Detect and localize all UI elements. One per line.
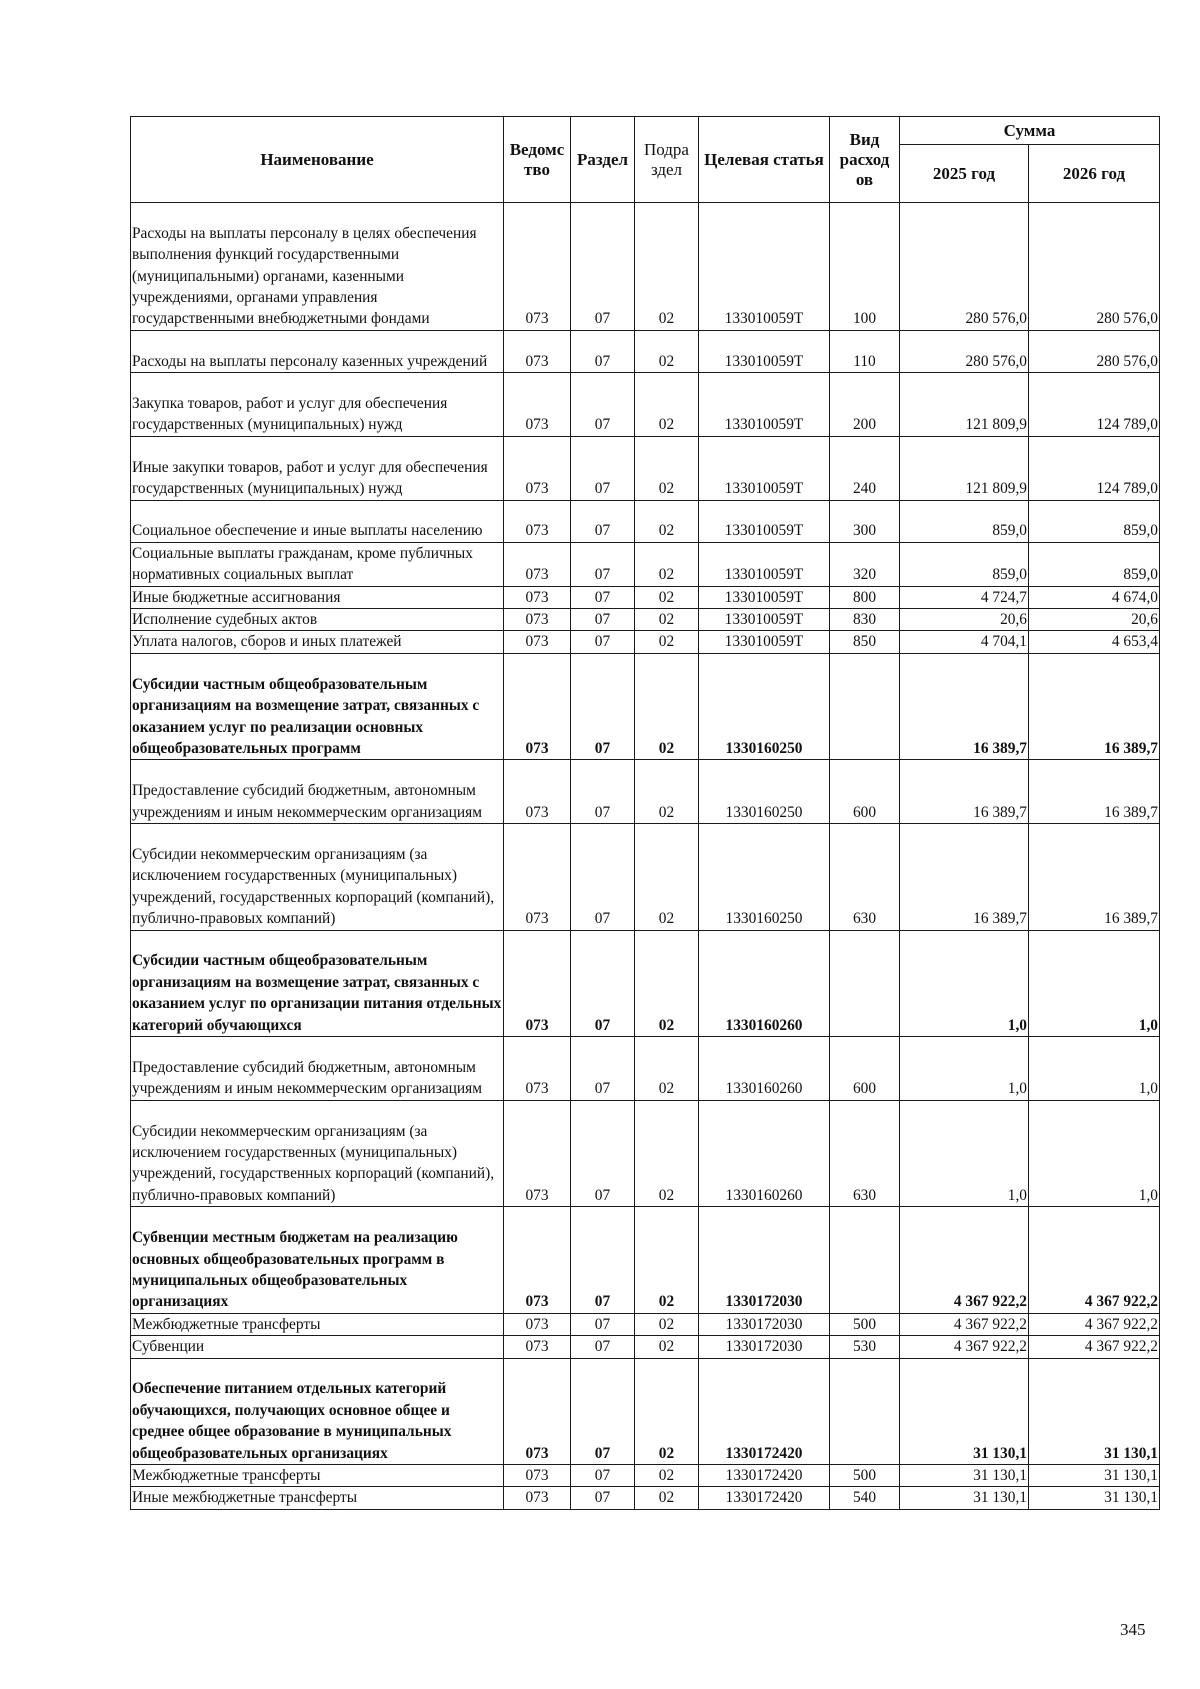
cell-name: Социальные выплаты гражданам, кроме публичных нормативных социальных выплат — [131, 542, 504, 586]
cell-target: 1330160260 — [699, 930, 830, 1037]
cell-sum-2025: 1,0 — [900, 1037, 1029, 1101]
cell-sum-2026: 280 576,0 — [1029, 203, 1160, 331]
cell-target: 1330160250 — [699, 824, 830, 931]
cell-subsection: 02 — [635, 1358, 699, 1465]
cell-sum-2026: 1,0 — [1029, 1037, 1160, 1101]
cell-subsection: 02 — [635, 760, 699, 824]
cell-dept: 073 — [504, 542, 571, 586]
cell-subsection: 02 — [635, 500, 699, 542]
cell-subsection: 02 — [635, 1037, 699, 1101]
cell-name: Иные бюджетные ассигнования — [131, 586, 504, 608]
cell-sum-2026: 16 389,7 — [1029, 653, 1160, 760]
cell-dept: 073 — [504, 586, 571, 608]
cell-name: Закупка товаров, работ и услуг для обеспечения государственных (муниципальных) нужд — [131, 373, 504, 437]
table-row — [131, 609, 1160, 631]
header-year-2026: 2026 год — [1029, 145, 1160, 203]
header-dept: Ведомс тво — [504, 117, 571, 203]
cell-section: 07 — [571, 542, 635, 586]
cell-target: 133010059Т — [699, 373, 830, 437]
cell-dept: 073 — [504, 1465, 571, 1487]
cell-section: 07 — [571, 1358, 635, 1465]
table-row — [131, 436, 1160, 500]
cell-name: Расходы на выплаты персоналу в целях обеспечения выполнения функций государственными (муниципальными) органами, казенными учреждениями, органами управления государственными внебюджетными фондами — [131, 203, 504, 331]
cell-target: 133010059Т — [699, 542, 830, 586]
cell-sum-2025: 4 704,1 — [900, 631, 1029, 653]
cell-name: Субсидии частным общеобразовательным организациям на возмещение затрат, связанных с оказанием услуг по организации питания отдельных категорий обучающихся — [131, 930, 504, 1037]
cell-dept: 073 — [504, 1037, 571, 1101]
cell-subsection: 02 — [635, 930, 699, 1037]
cell-section: 07 — [571, 1207, 635, 1314]
page-number: 345 — [1120, 1620, 1146, 1639]
cell-dept: 073 — [504, 631, 571, 653]
cell-dept: 073 — [504, 203, 571, 331]
cell-subsection: 02 — [635, 824, 699, 931]
cell-subsection: 02 — [635, 373, 699, 437]
table-row — [131, 1207, 1160, 1314]
table-row — [131, 824, 1160, 931]
cell-sum-2026: 31 130,1 — [1029, 1487, 1160, 1509]
cell-sum-2026: 1,0 — [1029, 930, 1160, 1037]
cell-sum-2025: 31 130,1 — [900, 1465, 1029, 1487]
cell-dept: 073 — [504, 609, 571, 631]
cell-subsection: 02 — [635, 1100, 699, 1207]
cell-section: 07 — [571, 203, 635, 331]
cell-dept: 073 — [504, 930, 571, 1037]
cell-target: 133010059Т — [699, 436, 830, 500]
cell-section: 07 — [571, 824, 635, 931]
cell-dept: 073 — [504, 500, 571, 542]
cell-sum-2026: 859,0 — [1029, 500, 1160, 542]
cell-target: 133010059Т — [699, 500, 830, 542]
cell-dept: 073 — [504, 330, 571, 372]
table-row — [131, 542, 1160, 586]
cell-sum-2026: 1,0 — [1029, 1100, 1160, 1207]
cell-sum-2025: 20,6 — [900, 609, 1029, 631]
cell-sum-2026: 4 674,0 — [1029, 586, 1160, 608]
cell-type: 800 — [830, 586, 900, 608]
cell-target: 133010059Т — [699, 203, 830, 331]
cell-name: Межбюджетные трансферты — [131, 1313, 504, 1335]
cell-sum-2025: 16 389,7 — [900, 653, 1029, 760]
table-row — [131, 760, 1160, 824]
cell-sum-2026: 4 367 922,2 — [1029, 1336, 1160, 1358]
table-row — [131, 373, 1160, 437]
cell-target: 1330160260 — [699, 1100, 830, 1207]
table-row — [131, 1487, 1160, 1509]
cell-sum-2025: 280 576,0 — [900, 330, 1029, 372]
cell-name: Расходы на выплаты персоналу казенных учреждений — [131, 330, 504, 372]
table-row — [131, 1358, 1160, 1465]
cell-sum-2025: 859,0 — [900, 500, 1029, 542]
cell-name: Межбюджетные трансферты — [131, 1465, 504, 1487]
header-type: Вид расход ов — [830, 117, 900, 203]
cell-target: 133010059Т — [699, 609, 830, 631]
table-row — [131, 1037, 1160, 1101]
cell-target: 1330160250 — [699, 653, 830, 760]
cell-type: 300 — [830, 500, 900, 542]
cell-subsection: 02 — [635, 203, 699, 331]
cell-section: 07 — [571, 653, 635, 760]
cell-type: 630 — [830, 1100, 900, 1207]
cell-name: Субвенции — [131, 1336, 504, 1358]
cell-name: Субсидии некоммерческим организациям (за исключением государственных (муниципальных) учреждений, государственных корпораций (компаний), публично-правовых компаний) — [131, 1100, 504, 1207]
budget-table — [130, 116, 1160, 1510]
cell-type: 500 — [830, 1465, 900, 1487]
cell-target: 133010059Т — [699, 330, 830, 372]
cell-subsection: 02 — [635, 1465, 699, 1487]
table-row — [131, 500, 1160, 542]
cell-target: 133010059Т — [699, 631, 830, 653]
cell-name: Иные межбюджетные трансферты — [131, 1487, 504, 1509]
table-row — [131, 586, 1160, 608]
cell-subsection: 02 — [635, 1336, 699, 1358]
cell-sum-2026: 20,6 — [1029, 609, 1160, 631]
cell-dept: 073 — [504, 824, 571, 931]
table-row — [131, 203, 1160, 331]
cell-type: 100 — [830, 203, 900, 331]
cell-type: 600 — [830, 1037, 900, 1101]
cell-type — [830, 653, 900, 760]
cell-type: 320 — [830, 542, 900, 586]
cell-target: 1330172420 — [699, 1487, 830, 1509]
cell-sum-2026: 4 367 922,2 — [1029, 1313, 1160, 1335]
cell-sum-2026: 16 389,7 — [1029, 824, 1160, 931]
cell-name: Предоставление субсидий бюджетным, автономным учреждениям и иным некоммерческим организациям — [131, 760, 504, 824]
header-name: Наименование — [131, 117, 504, 203]
cell-section: 07 — [571, 760, 635, 824]
cell-sum-2025: 31 130,1 — [900, 1358, 1029, 1465]
header-target: Целевая статья — [699, 117, 830, 203]
cell-sum-2026: 124 789,0 — [1029, 373, 1160, 437]
cell-name: Субсидии некоммерческим организациям (за исключением государственных (муниципальных) учреждений, государственных корпораций (компаний), публично-правовых компаний) — [131, 824, 504, 931]
cell-section: 07 — [571, 1100, 635, 1207]
cell-dept: 073 — [504, 1100, 571, 1207]
cell-sum-2025: 4 367 922,2 — [900, 1207, 1029, 1314]
cell-subsection: 02 — [635, 1207, 699, 1314]
cell-section: 07 — [571, 609, 635, 631]
cell-target: 1330172030 — [699, 1336, 830, 1358]
cell-target: 1330172030 — [699, 1207, 830, 1314]
table-row — [131, 1465, 1160, 1487]
cell-dept: 073 — [504, 1487, 571, 1509]
cell-subsection: 02 — [635, 330, 699, 372]
cell-subsection: 02 — [635, 631, 699, 653]
cell-sum-2025: 1,0 — [900, 930, 1029, 1037]
cell-sum-2025: 31 130,1 — [900, 1487, 1029, 1509]
cell-sum-2025: 121 809,9 — [900, 436, 1029, 500]
cell-subsection: 02 — [635, 609, 699, 631]
cell-section: 07 — [571, 1465, 635, 1487]
cell-dept: 073 — [504, 1358, 571, 1465]
cell-section: 07 — [571, 1313, 635, 1335]
cell-section: 07 — [571, 586, 635, 608]
cell-type: 850 — [830, 631, 900, 653]
cell-type: 530 — [830, 1336, 900, 1358]
cell-section: 07 — [571, 1487, 635, 1509]
cell-section: 07 — [571, 436, 635, 500]
cell-sum-2026: 4 367 922,2 — [1029, 1207, 1160, 1314]
header-year-2025: 2025 год — [900, 145, 1029, 203]
cell-target: 133010059Т — [699, 586, 830, 608]
cell-dept: 073 — [504, 436, 571, 500]
table-row — [131, 1100, 1160, 1207]
cell-name: Иные закупки товаров, работ и услуг для обеспечения государственных (муниципальных) нужд — [131, 436, 504, 500]
table-row — [131, 330, 1160, 372]
cell-type: 500 — [830, 1313, 900, 1335]
cell-sum-2026: 31 130,1 — [1029, 1358, 1160, 1465]
cell-section: 07 — [571, 500, 635, 542]
cell-subsection: 02 — [635, 586, 699, 608]
cell-target: 1330172420 — [699, 1358, 830, 1465]
cell-subsection: 02 — [635, 653, 699, 760]
header-sum: Сумма — [900, 117, 1160, 145]
cell-name: Обеспечение питанием отдельных категорий обучающихся, получающих основное общее и среднее общее образование в муниципальных общеобразовательных организациях — [131, 1358, 504, 1465]
cell-dept: 073 — [504, 760, 571, 824]
cell-type: 540 — [830, 1487, 900, 1509]
table-body — [131, 203, 1160, 1510]
cell-sum-2026: 124 789,0 — [1029, 436, 1160, 500]
cell-name: Субсидии частным общеобразовательным организациям на возмещение затрат, связанных с оказанием услуг по реализации основных общеобразовательных программ — [131, 653, 504, 760]
cell-name: Субвенции местным бюджетам на реализацию основных общеобразовательных программ в муниципальных общеобразовательных организациях — [131, 1207, 504, 1314]
cell-section: 07 — [571, 1037, 635, 1101]
cell-type: 600 — [830, 760, 900, 824]
cell-name: Предоставление субсидий бюджетным, автономным учреждениям и иным некоммерческим организациям — [131, 1037, 504, 1101]
cell-sum-2025: 16 389,7 — [900, 760, 1029, 824]
table-row — [131, 631, 1160, 653]
cell-dept: 073 — [504, 1313, 571, 1335]
cell-target: 1330160250 — [699, 760, 830, 824]
cell-name: Исполнение судебных актов — [131, 609, 504, 631]
cell-dept: 073 — [504, 1336, 571, 1358]
header-subsection: Подра здел — [635, 117, 699, 203]
cell-sum-2026: 31 130,1 — [1029, 1465, 1160, 1487]
cell-sum-2025: 1,0 — [900, 1100, 1029, 1207]
cell-sum-2026: 280 576,0 — [1029, 330, 1160, 372]
table-row — [131, 653, 1160, 760]
cell-sum-2025: 859,0 — [900, 542, 1029, 586]
cell-subsection: 02 — [635, 1487, 699, 1509]
cell-type — [830, 1358, 900, 1465]
cell-section: 07 — [571, 930, 635, 1037]
cell-type: 630 — [830, 824, 900, 931]
cell-target: 1330160260 — [699, 1037, 830, 1101]
cell-type: 200 — [830, 373, 900, 437]
cell-dept: 073 — [504, 653, 571, 760]
cell-subsection: 02 — [635, 436, 699, 500]
cell-sum-2026: 4 653,4 — [1029, 631, 1160, 653]
table-row — [131, 930, 1160, 1037]
header-section: Раздел — [571, 117, 635, 203]
cell-target: 1330172420 — [699, 1465, 830, 1487]
cell-sum-2026: 16 389,7 — [1029, 760, 1160, 824]
cell-target: 1330172030 — [699, 1313, 830, 1335]
cell-sum-2025: 4 367 922,2 — [900, 1313, 1029, 1335]
cell-sum-2026: 859,0 — [1029, 542, 1160, 586]
cell-dept: 073 — [504, 373, 571, 437]
cell-section: 07 — [571, 631, 635, 653]
cell-type: 240 — [830, 436, 900, 500]
table-row — [131, 1336, 1160, 1358]
cell-sum-2025: 121 809,9 — [900, 373, 1029, 437]
cell-sum-2025: 16 389,7 — [900, 824, 1029, 931]
table-row — [131, 1313, 1160, 1335]
cell-sum-2025: 4 367 922,2 — [900, 1336, 1029, 1358]
cell-name: Социальное обеспечение и иные выплаты населению — [131, 500, 504, 542]
cell-section: 07 — [571, 1336, 635, 1358]
cell-type — [830, 930, 900, 1037]
cell-subsection: 02 — [635, 542, 699, 586]
cell-section: 07 — [571, 330, 635, 372]
cell-type: 110 — [830, 330, 900, 372]
cell-type: 830 — [830, 609, 900, 631]
cell-section: 07 — [571, 373, 635, 437]
cell-sum-2025: 280 576,0 — [900, 203, 1029, 331]
cell-name: Уплата налогов, сборов и иных платежей — [131, 631, 504, 653]
cell-type — [830, 1207, 900, 1314]
cell-subsection: 02 — [635, 1313, 699, 1335]
cell-dept: 073 — [504, 1207, 571, 1314]
cell-sum-2025: 4 724,7 — [900, 586, 1029, 608]
